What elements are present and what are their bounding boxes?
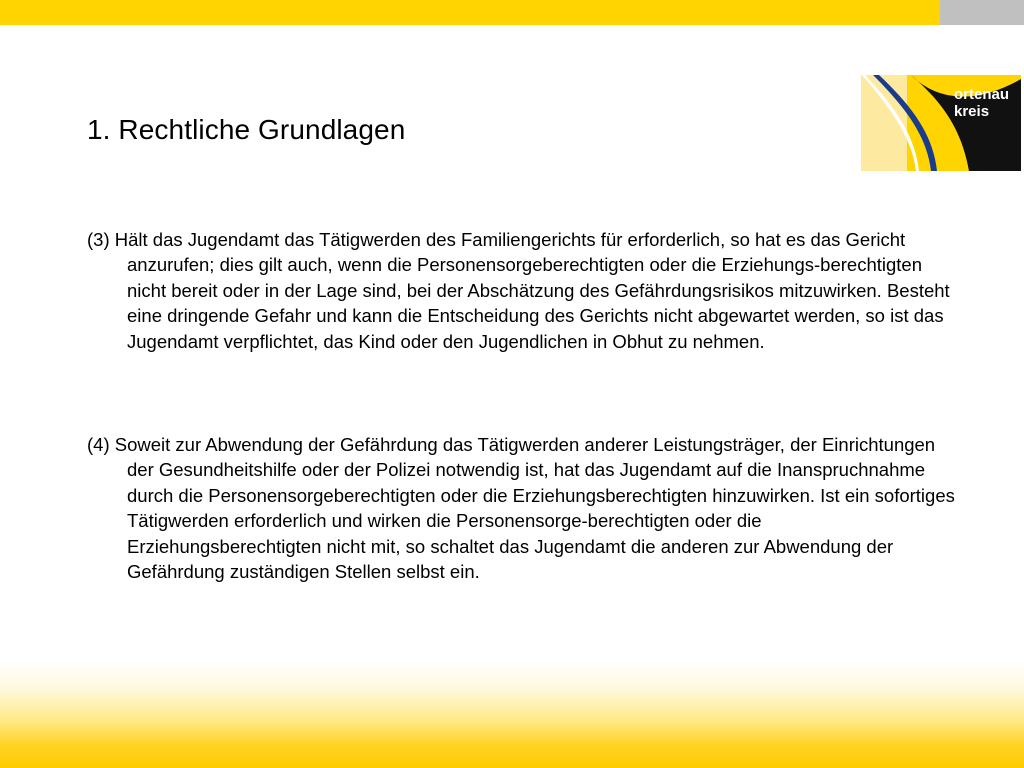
bottom-gradient-band (0, 660, 1024, 768)
logo-text-line2: kreis (954, 103, 990, 120)
top-bar-yellow (0, 0, 940, 25)
ortenaukreis-logo (861, 75, 1021, 171)
paragraph-4: (4) Soweit zur Abwendung der Gefährdung das Tätigwerden anderer Leistungsträger, der Einrichtungen der Gesundheitshilfe oder der Polizei notwendig ist, hat das Jugendamt auf die Inanspruchnahme durch die Personensorgeberechtigten oder die Erziehungsberechtigten hinzuwirken. Ist ein sofortiges Tätigwerden erforderlich und wirken die Personensorge-berechtigten oder die Erziehungsberechtigten nicht mit, so schaltet das Jugendamt die anderen zur Abwendung der Gefährdung zuständigen Stellen selbst ein. (87, 434, 955, 583)
paragraph-3: (3) Hält das Jugendamt das Tätigwerden des Familiengerichts für erforderlich, so hat es das Gericht anzurufen; dies gilt auch, wenn die Personensorgeberechtigten oder die Erziehungs-berechtigten nicht bereit oder in der Lage sind, bei der Abschätzung des Gefährdungsrisikos mitzuwirken. Besteht eine dringende Gefahr und kann die Entscheidung des Gerichts nicht abgewartet werden, so ist das Jugendamt verpflichtet, das Kind oder den Jugendlichen in Obhut zu nehmen. (87, 229, 950, 352)
top-bar-gray (940, 0, 1024, 25)
logo-text-line1: ortenau (954, 86, 1010, 103)
slide-title: 1. Rechtliche Grundlagen (87, 114, 406, 145)
